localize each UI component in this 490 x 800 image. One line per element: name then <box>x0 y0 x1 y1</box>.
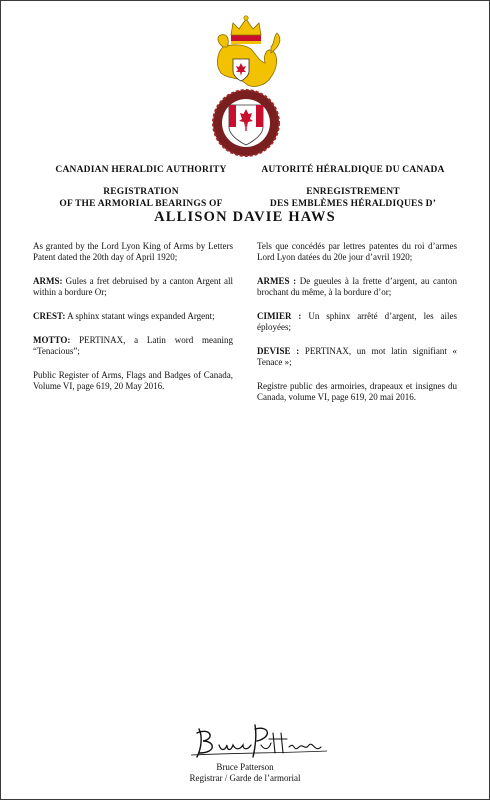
crest-paragraph-fr <box>257 311 457 333</box>
crest-label-fr: CIMIER : <box>257 311 302 321</box>
motto-paragraph-en <box>33 335 233 357</box>
registration-title-en-2: OF THE ARMORIAL BEARINGS OF <box>59 199 223 209</box>
registration-title-fr-2: DES EMBLÈMES HÉRALDIQUES D’ <box>269 199 437 209</box>
arms-text-en: Gules a fret debruised by a canton Argent all within a bordure Or; <box>33 276 233 297</box>
header-french <box>253 164 453 210</box>
registrar-name: Bruce Patterson <box>216 762 274 772</box>
register-paragraph-en: Public Register of Arms, Flags and Badges of Canada, Volume VI, page 619, 20 May 2016. <box>33 370 233 391</box>
holder-name: ALLISON DAVIE HAWS <box>154 209 336 225</box>
authority-name-en: CANADIAN HERALDIC AUTHORITY <box>55 165 227 175</box>
crest-text-fr: Un sphinx arrêté d’argent, les ailes éployées; <box>257 311 457 332</box>
registrar-block <box>1 762 489 784</box>
motto-label-fr: DEVISE : <box>257 346 300 356</box>
arms-paragraph-fr <box>257 276 457 298</box>
grant-paragraph-fr: Tels que concédés par lettres patentes du roi d’armes Lord Lyon datées du 20e jour d’avril 1920; <box>257 241 457 262</box>
register-paragraph-fr: Registre public des armoiries, drapeaux et insignes du Canada, volume VI, page 619, 20 mai 2016. <box>257 381 457 402</box>
motto-text-fr: PERTINAX, un mot latin signifiant « Tenace »; <box>257 346 458 367</box>
authority-name-fr: AUTORITÉ HÉRALDIQUE DU CANADA <box>261 165 445 175</box>
arms-label-en: ARMS: <box>33 276 63 286</box>
motto-paragraph-fr <box>257 346 457 368</box>
heraldic-authority-emblem-icon <box>205 13 287 161</box>
crest-text-en: A sphinx statant wings expanded Argent; <box>65 311 215 321</box>
arms-paragraph-en <box>33 276 233 298</box>
handwritten-signature-icon <box>181 723 331 761</box>
motto-label-en: MOTTO: <box>33 335 71 345</box>
registration-title-fr-1: ENREGISTREMENT <box>306 187 400 197</box>
crown-icon <box>231 16 261 44</box>
registration-title-en-1: REGISTRATION <box>103 187 179 197</box>
arms-label-fr: ARMES : <box>257 276 297 286</box>
motto-text-en: PERTINAX, a Latin word meaning “Tenacious”; <box>33 335 233 356</box>
arms-text-fr: De gueules à la frette d’argent, au canton brochant du même, à la bordure d’or; <box>257 276 457 297</box>
header-english <box>41 164 241 210</box>
crest-label-en: CREST: <box>33 311 66 321</box>
crest-paragraph-en <box>33 311 233 322</box>
french-column <box>257 241 457 416</box>
registrar-title: Registrar / Garde de l’armorial <box>189 773 301 783</box>
english-column <box>33 241 233 405</box>
grant-paragraph-en: As granted by the Lord Lyon King of Arms by Letters Patent dated the 20th day of April 1920; <box>33 241 233 262</box>
